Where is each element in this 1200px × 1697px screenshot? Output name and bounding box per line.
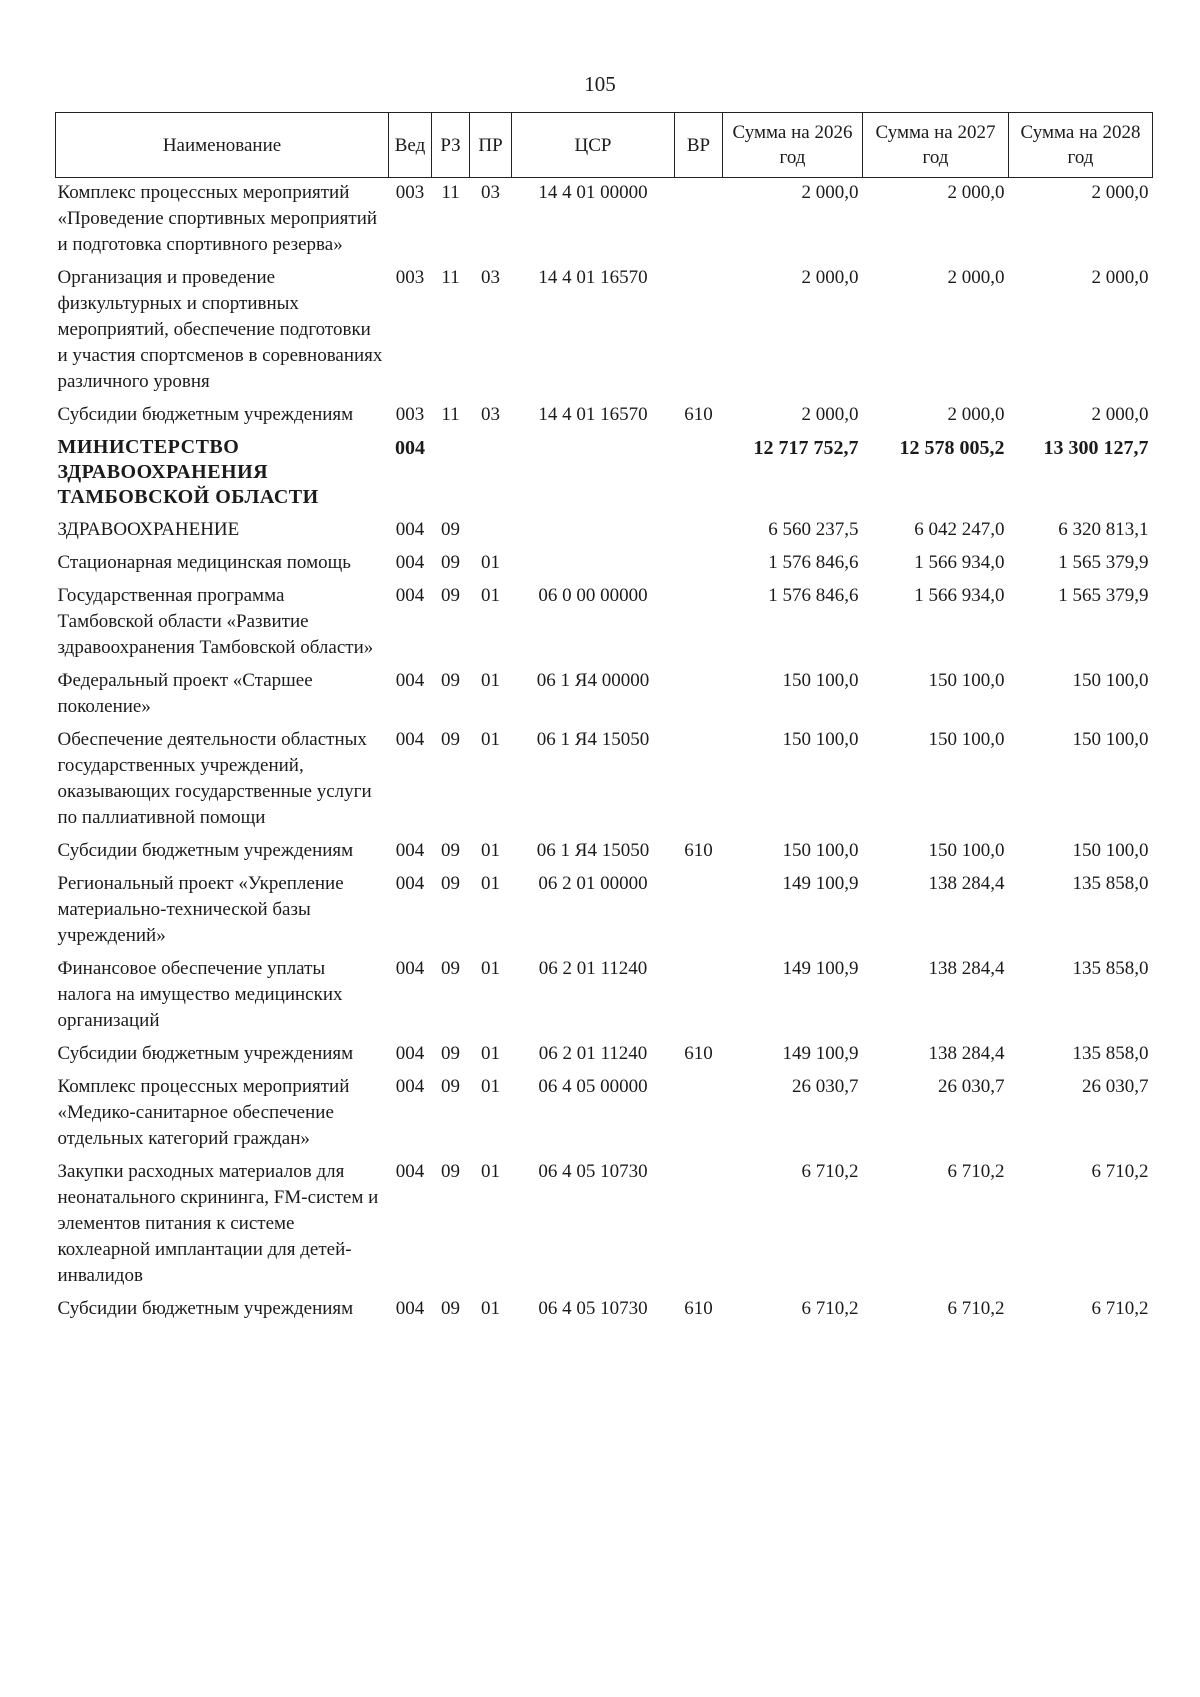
- cell-sum-2027: 6 710,2: [947, 1298, 1005, 1319]
- cell-ved: 004: [395, 873, 425, 894]
- cell-sum-2026: 149 100,9: [782, 958, 859, 979]
- cell-sum-2027: 26 030,7: [938, 1076, 1005, 1097]
- cell-vr: 610: [684, 1298, 713, 1319]
- header-vr: ВР: [675, 113, 723, 178]
- cell-sum-2026: 6 710,2: [801, 1298, 859, 1319]
- cell-sum-2027: 6 710,2: [947, 1161, 1005, 1182]
- cell-csr: 06 1 Я4 15050: [536, 840, 650, 861]
- cell-pr: [470, 515, 512, 548]
- header-rz: РЗ: [432, 113, 470, 178]
- cell-pr: 01: [481, 1043, 500, 1064]
- cell-rz: 09: [441, 519, 460, 540]
- cell-ved: 004: [395, 958, 425, 979]
- cell-name: ЗДРАВООХРАНЕНИЕ: [57, 519, 240, 540]
- cell-sum-2026: 150 100,0: [782, 670, 859, 691]
- table-row: [56, 263, 1153, 400]
- cell-name: Субсидии бюджетным учреждениям: [57, 840, 354, 861]
- cell-sum-2026: 12 717 752,7: [753, 437, 859, 459]
- cell-sum-2028: 13 300 127,7: [1043, 437, 1149, 459]
- cell-name: Субсидии бюджетным учреждениям: [57, 404, 354, 425]
- cell-vr: [675, 433, 723, 515]
- cell-sum-2028: 150 100,0: [1072, 670, 1149, 691]
- cell-sum-2028: 135 858,0: [1072, 1043, 1149, 1064]
- cell-vr: 610: [684, 1043, 713, 1064]
- cell-sum-2026: 1 576 846,6: [768, 552, 859, 573]
- cell-name: Комплекс процессных мероприятий «Медико-санитарное обеспечение отдельных категорий граждан»: [57, 1076, 350, 1149]
- cell-pr: 03: [481, 404, 500, 425]
- cell-sum-2027: 138 284,4: [928, 1043, 1005, 1064]
- cell-vr: [675, 515, 723, 548]
- cell-csr: 06 0 00 00000: [538, 585, 648, 606]
- cell-sum-2027: 138 284,4: [928, 958, 1005, 979]
- table-row: [56, 178, 1153, 264]
- cell-name: Комплекс процессных мероприятий «Проведение спортивных мероприятий и подготовка спортивного резерва»: [57, 182, 378, 255]
- cell-sum-2026: 150 100,0: [782, 729, 859, 750]
- cell-vr: [675, 725, 723, 836]
- table-header: [56, 113, 1153, 178]
- cell-sum-2027: 6 042 247,0: [914, 519, 1005, 540]
- cell-sum-2028: 150 100,0: [1072, 840, 1149, 861]
- cell-ved: 004: [395, 1076, 425, 1097]
- cell-name: Финансовое обеспечение уплаты налога на имущество медицинских организаций: [57, 958, 343, 1031]
- table-row: [56, 581, 1153, 666]
- cell-name: МИНИСТЕРСТВО ЗДРАВООХРАНЕНИЯ ТАМБОВСКОЙ ОБЛАСТИ: [57, 436, 319, 508]
- table-row: [56, 515, 1153, 548]
- cell-sum-2027: 138 284,4: [928, 873, 1005, 894]
- cell-vr: [675, 263, 723, 400]
- cell-ved: 004: [395, 840, 425, 861]
- cell-sum-2027: 2 000,0: [947, 182, 1005, 203]
- cell-name: Стационарная медицинская помощь: [57, 552, 351, 573]
- table-row: [56, 1072, 1153, 1157]
- cell-sum-2026: 26 030,7: [792, 1076, 859, 1097]
- cell-ved: 004: [395, 437, 425, 459]
- cell-rz: 09: [441, 958, 460, 979]
- cell-sum-2026: 2 000,0: [801, 267, 859, 288]
- cell-pr: 01: [481, 670, 500, 691]
- cell-pr: 01: [481, 873, 500, 894]
- cell-rz: 09: [441, 552, 460, 573]
- cell-csr: 14 4 01 16570: [538, 404, 648, 425]
- cell-sum-2027: 150 100,0: [928, 670, 1005, 691]
- table-row: [56, 400, 1153, 433]
- cell-sum-2028: 26 030,7: [1082, 1076, 1149, 1097]
- cell-csr: 06 2 01 11240: [538, 958, 648, 979]
- cell-ved: 004: [395, 729, 425, 750]
- cell-sum-2026: 2 000,0: [801, 404, 859, 425]
- header-name: Наименование: [56, 113, 389, 178]
- table-header-row: [56, 113, 1153, 178]
- cell-pr: 01: [481, 1298, 500, 1319]
- cell-vr: [675, 1072, 723, 1157]
- cell-sum-2026: 150 100,0: [782, 840, 859, 861]
- cell-rz: 09: [441, 1043, 460, 1064]
- cell-sum-2026: 2 000,0: [801, 182, 859, 203]
- table-row: [56, 954, 1153, 1039]
- header-sum-2027: Сумма на 2027 год: [863, 113, 1009, 178]
- cell-vr: [675, 548, 723, 581]
- cell-rz: 11: [441, 182, 460, 203]
- cell-sum-2028: 2 000,0: [1091, 267, 1149, 288]
- header-sum-2026: Сумма на 2026 год: [723, 113, 863, 178]
- cell-rz: 09: [441, 873, 460, 894]
- cell-csr: [512, 433, 675, 515]
- budget-table: [55, 112, 1153, 1327]
- table-row: [56, 666, 1153, 725]
- cell-ved: 003: [395, 267, 425, 288]
- cell-sum-2027: 1 566 934,0: [914, 585, 1005, 606]
- cell-sum-2028: 2 000,0: [1091, 182, 1149, 203]
- cell-ved: 004: [395, 552, 425, 573]
- cell-rz: 09: [441, 1076, 460, 1097]
- cell-sum-2026: 1 576 846,6: [768, 585, 859, 606]
- cell-name: Государственная программа Тамбовской области «Развитие здравоохранения Тамбовской области»: [57, 585, 374, 658]
- cell-csr: [512, 548, 675, 581]
- cell-rz: [432, 433, 470, 515]
- header-csr: ЦСР: [512, 113, 675, 178]
- cell-vr: [675, 178, 723, 264]
- header-sum-2028: Сумма на 2028 год: [1009, 113, 1153, 178]
- cell-pr: 01: [481, 1161, 500, 1182]
- cell-sum-2026: 6 710,2: [801, 1161, 859, 1182]
- cell-ved: 003: [395, 404, 425, 425]
- cell-csr: 06 4 05 10730: [538, 1161, 648, 1182]
- cell-name: Организация и проведение физкультурных и спортивных мероприятий, обеспечение подготовки и участия спортсменов в соревнованиях различного уровня: [57, 267, 383, 392]
- cell-sum-2026: 149 100,9: [782, 1043, 859, 1064]
- cell-sum-2028: 6 320 813,1: [1058, 519, 1149, 540]
- cell-sum-2028: 135 858,0: [1072, 873, 1149, 894]
- cell-ved: 004: [395, 1161, 425, 1182]
- cell-sum-2027: 150 100,0: [928, 840, 1005, 861]
- cell-sum-2027: 2 000,0: [947, 267, 1005, 288]
- cell-sum-2026: 149 100,9: [782, 873, 859, 894]
- table-row: [56, 1294, 1153, 1327]
- cell-csr: 06 4 05 00000: [538, 1076, 648, 1097]
- cell-pr: 01: [481, 585, 500, 606]
- cell-vr: [675, 954, 723, 1039]
- cell-sum-2028: 135 858,0: [1072, 958, 1149, 979]
- cell-vr: [675, 666, 723, 725]
- cell-rz: 09: [441, 670, 460, 691]
- page-number: 105: [584, 72, 616, 96]
- cell-ved: 004: [395, 670, 425, 691]
- cell-pr: 01: [481, 1076, 500, 1097]
- cell-name: Региональный проект «Укрепление материально-технической базы учреждений»: [57, 873, 344, 946]
- cell-sum-2028: 150 100,0: [1072, 729, 1149, 750]
- cell-csr: [512, 515, 675, 548]
- cell-vr: 610: [684, 840, 713, 861]
- cell-name: Субсидии бюджетным учреждениям: [57, 1298, 354, 1319]
- cell-vr: 610: [684, 404, 713, 425]
- cell-sum-2028: 1 565 379,9: [1058, 552, 1149, 573]
- cell-name: Субсидии бюджетным учреждениям: [57, 1043, 354, 1064]
- table-row: [56, 548, 1153, 581]
- cell-pr: [470, 433, 512, 515]
- table-row: [56, 1157, 1153, 1294]
- cell-sum-2026: 6 560 237,5: [768, 519, 859, 540]
- table-row: [56, 1039, 1153, 1072]
- cell-rz: 09: [441, 1161, 460, 1182]
- cell-vr: [675, 1157, 723, 1294]
- header-pr: ПР: [470, 113, 512, 178]
- cell-name: Обеспечение деятельности областных государственных учреждений, оказывающих государственные услуги по паллиативной помощи: [57, 729, 372, 828]
- cell-pr: 03: [481, 182, 500, 203]
- header-ved: Вед: [389, 113, 432, 178]
- cell-pr: 01: [481, 729, 500, 750]
- cell-csr: 14 4 01 16570: [538, 267, 648, 288]
- table-row: [56, 869, 1153, 954]
- cell-ved: 004: [395, 585, 425, 606]
- cell-rz: 09: [441, 840, 460, 861]
- cell-name: Федеральный проект «Старшее поколение»: [57, 670, 313, 717]
- cell-rz: 09: [441, 729, 460, 750]
- cell-rz: 11: [441, 267, 460, 288]
- cell-sum-2028: 1 565 379,9: [1058, 585, 1149, 606]
- cell-sum-2028: 2 000,0: [1091, 404, 1149, 425]
- cell-ved: 004: [395, 1298, 425, 1319]
- cell-pr: 01: [481, 552, 500, 573]
- table-row: [56, 433, 1153, 515]
- cell-rz: 09: [441, 1298, 460, 1319]
- cell-pr: 01: [481, 840, 500, 861]
- cell-csr: 14 4 01 00000: [538, 182, 648, 203]
- cell-rz: 09: [441, 585, 460, 606]
- cell-sum-2027: 2 000,0: [947, 404, 1005, 425]
- table-row: [56, 836, 1153, 869]
- table-row: [56, 725, 1153, 836]
- cell-pr: 01: [481, 958, 500, 979]
- cell-csr: 06 2 01 11240: [538, 1043, 648, 1064]
- cell-pr: 03: [481, 267, 500, 288]
- cell-csr: 06 1 Я4 15050: [536, 729, 650, 750]
- cell-rz: 11: [441, 404, 460, 425]
- cell-name: Закупки расходных материалов для неонатального скрининга, FM-систем и элементов питания к системе кохлеарной имплантации для детей-инвалидов: [57, 1161, 379, 1286]
- cell-sum-2027: 12 578 005,2: [899, 437, 1005, 459]
- cell-ved: 004: [395, 1043, 425, 1064]
- cell-ved: 004: [395, 519, 425, 540]
- cell-vr: [675, 869, 723, 954]
- cell-sum-2028: 6 710,2: [1091, 1298, 1149, 1319]
- cell-csr: 06 2 01 00000: [538, 873, 648, 894]
- cell-sum-2028: 6 710,2: [1091, 1161, 1149, 1182]
- cell-sum-2027: 1 566 934,0: [914, 552, 1005, 573]
- cell-sum-2027: 150 100,0: [928, 729, 1005, 750]
- table-body: [56, 178, 1153, 1328]
- cell-csr: 06 1 Я4 00000: [536, 670, 650, 691]
- cell-vr: [675, 581, 723, 666]
- cell-csr: 06 4 05 10730: [538, 1298, 648, 1319]
- cell-ved: 003: [395, 182, 425, 203]
